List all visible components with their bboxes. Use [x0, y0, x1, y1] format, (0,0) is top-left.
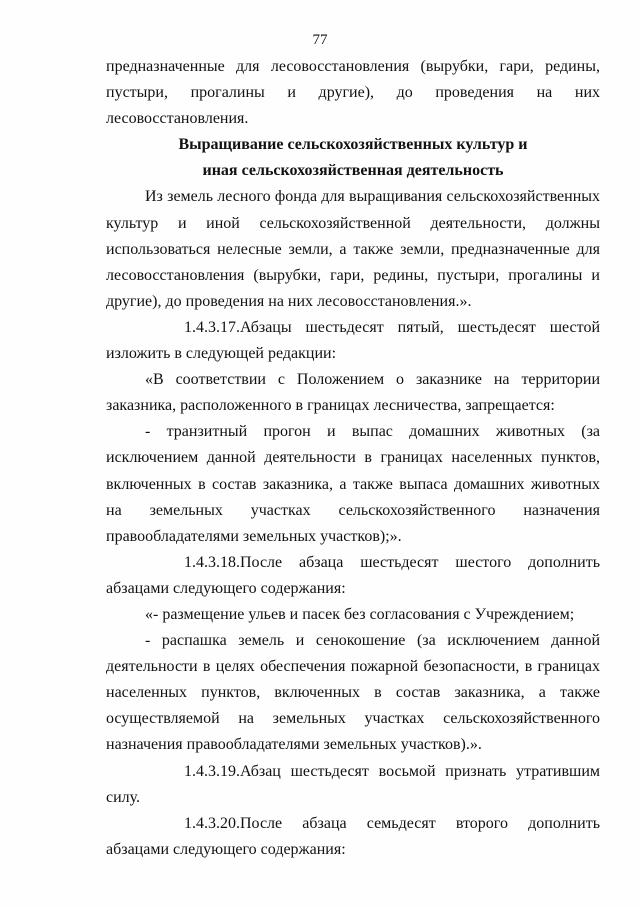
paragraph-continuation: предназначенные для лесовосстановления (вырубки, гари, редины, пустыри, прогалины и другие), до проведения на них лесовосстановления.: [106, 58, 600, 128]
section-heading-line-2: иная сельскохозяйственная деятельность: [202, 162, 504, 180]
paragraph-reserve-rules: «В соответствии с Положением о заказнике на территории заказника, расположенного в границах лесничества, запрещается:: [106, 371, 600, 415]
clause-text: Абзацы шестьдесят пятый, шестьдесят шестой изложить в следующей редакции:: [106, 318, 600, 363]
clause-text: После абзаца семьдесят второго дополнить абзацами следующего содержания:: [106, 814, 600, 858]
clause-number: 1.4.3.20.: [184, 814, 240, 832]
numbered-paragraph-1-4-3-19: [106, 759, 600, 811]
clause-number: 1.4.3.18.: [184, 553, 240, 571]
section-heading-line-1: Выращивание сельскохозяйственных культур и: [178, 136, 528, 154]
clause-text: Абзац шестьдесят восьмой признать утратившим силу.: [106, 762, 600, 806]
paragraph-beehives: «- размещение ульев и пасек без согласования с Учреждением;: [145, 605, 575, 623]
paragraph-land-use: Из земель лесного фонда для выращивания сельскохозяйственных культур и иной сельскохозяйственной деятельности, должны использоваться нелесные земли, а также земли, предназначенные для лесовосстановления (вырубки, гари, редины, пустыри, прогалины и другие), до проведения на них лесовосстановления.».: [106, 188, 600, 310]
paragraph-plowing: - распашка земель и сенокошение (за исключением данной деятельности в целях обеспечения пожарной безопасности, в границах населенных пунктов, включенных в состав заказника, а также осуществляемой на земельных участках сельскохозяйственного назначения правообладателями земельных участков).».: [106, 632, 600, 754]
clause-number: 1.4.3.19.: [184, 762, 240, 780]
clause-text: После абзаца шестьдесят шестого дополнить абзацами следующего содержания:: [106, 553, 600, 597]
numbered-paragraph-1-4-3-17: [106, 315, 600, 367]
numbered-paragraph-1-4-3-20: [106, 811, 600, 863]
page-number: 77: [312, 32, 328, 48]
numbered-paragraph-1-4-3-18: [106, 550, 600, 602]
document-body: [106, 54, 600, 863]
clause-number: 1.4.3.17.: [184, 318, 240, 336]
paragraph-grazing-ban: - транзитный прогон и выпас домашних животных (за исключением данной деятельности в границах населенных пунктов, включенных в состав заказника, а также выпаса домашних животных на земельных участках сельскохозяйственного назначения правообладателями земельных участков);».: [106, 423, 600, 545]
